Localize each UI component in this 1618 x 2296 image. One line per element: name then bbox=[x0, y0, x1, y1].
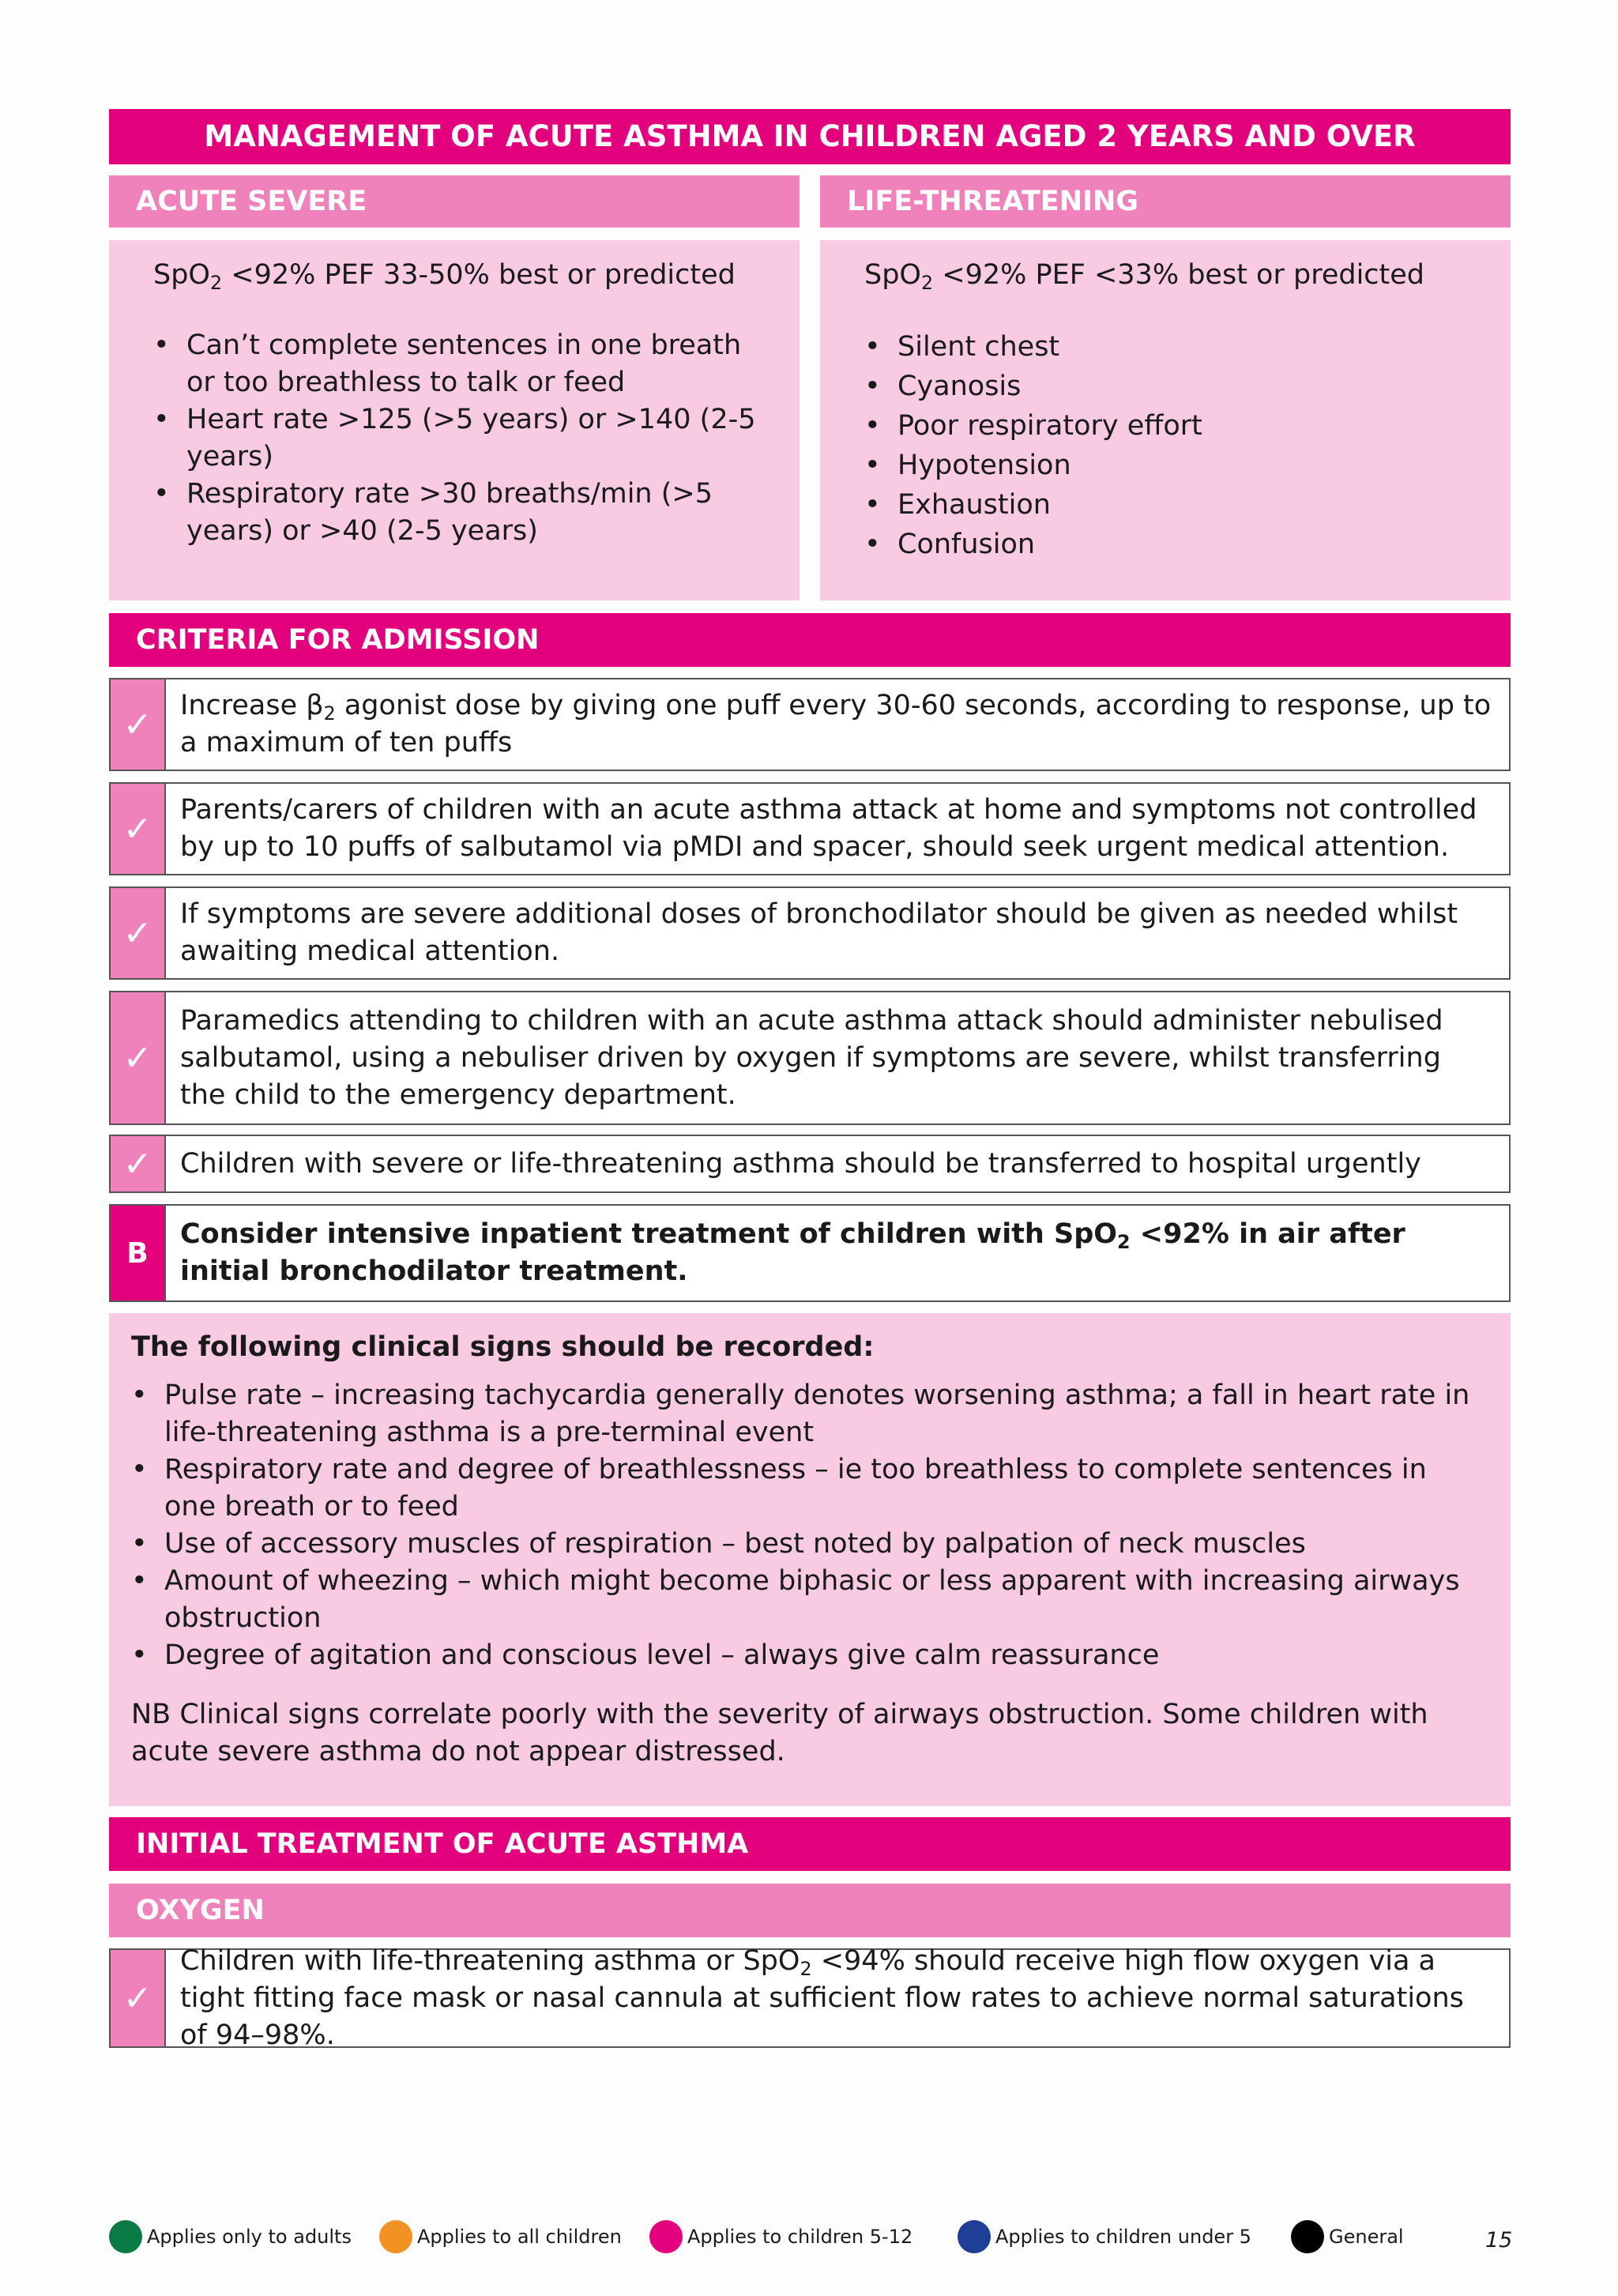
check-icon: ✓ bbox=[111, 784, 166, 874]
legend-item: General bbox=[1291, 2220, 1404, 2253]
recommendation-text: Increase $\beta_2$ agonist dose by giving one puff every 30-60 seconds, according to response, up to a maximum of ten puffs bbox=[180, 690, 1492, 758]
legend-item: Applies only to adults bbox=[109, 2220, 352, 2253]
recommendation-row bbox=[109, 991, 1511, 1125]
recommendation-text: Paramedics attending to children with an acute asthma attack should administer nebulised salbutamol, using a nebuliser driven by oxygen if symptoms are severe, whilst transferring the child to the emergency department. bbox=[180, 1004, 1443, 1111]
life-threatening-heading: LIFE-THREATENING bbox=[820, 175, 1511, 228]
list-item: • Cyanosis bbox=[864, 367, 1479, 406]
list-item: • Hypotension bbox=[864, 446, 1479, 485]
list-item: • Pulse rate – increasing tachycardia generally denotes worsening asthma; a fall in heart rate in life-threatening asthma is a pre-terminal event bbox=[131, 1377, 1485, 1451]
recommendation-text: Children with life-threatening asthma or SpO$_2$ <94% should receive high flow oxygen via a tight fitting face mask or nasal cannula at sufficient flow rates to achieve normal saturations of 94–98%. bbox=[180, 1944, 1464, 2051]
initial-treatment-heading: INITIAL TREATMENT OF ACUTE ASTHMA bbox=[109, 1817, 1511, 1871]
green-dot-icon bbox=[109, 2220, 142, 2253]
life-threatening-box bbox=[820, 240, 1511, 600]
recommendation-row bbox=[109, 678, 1511, 771]
recommendation-row bbox=[109, 782, 1511, 875]
list-item: • Confusion bbox=[864, 525, 1479, 564]
list-item: • Use of accessory muscles of respiration – best noted by palpation of neck muscles bbox=[131, 1526, 1485, 1563]
legend-item: Applies to children under 5 bbox=[958, 2220, 1251, 2253]
check-icon: ✓ bbox=[111, 992, 166, 1124]
recommendation-row bbox=[109, 1135, 1511, 1193]
magenta-dot-icon bbox=[649, 2220, 683, 2253]
clinical-signs-note: NB Clinical signs correlate poorly with the severity of airways obstruction. Some children with acute severe asthma do not appear distressed. bbox=[131, 1699, 1428, 1767]
page-title: MANAGEMENT OF ACUTE ASTHMA IN CHILDREN AGED 2 YEARS AND OVER bbox=[109, 109, 1511, 164]
recommendation-row bbox=[109, 886, 1511, 980]
recommendation-text: Parents/carers of children with an acute asthma attack at home and symptoms not controlled by up to 10 puffs of salbutamol via pMDI and spacer, should seek urgent medical attention. bbox=[180, 794, 1477, 863]
check-icon: ✓ bbox=[111, 1136, 166, 1191]
clinical-signs-title: The following clinical signs should be recorded: bbox=[131, 1331, 875, 1363]
life-threatening-spo: SpO$_2$ <92% PEF <33% best or predicted bbox=[864, 259, 1425, 295]
list-item: • Heart rate >125 (>5 years) or >140 (2-5 years) bbox=[153, 401, 768, 476]
black-dot-icon bbox=[1291, 2220, 1324, 2253]
clinical-signs-box bbox=[109, 1313, 1511, 1806]
recommendation-text: Children with severe or life-threatening asthma should be transferred to hospital urgently bbox=[180, 1147, 1421, 1180]
list-item: • Silent chest bbox=[864, 327, 1479, 367]
orange-dot-icon bbox=[379, 2220, 412, 2253]
clinical-signs-list bbox=[131, 1377, 1493, 1674]
check-icon: ✓ bbox=[111, 1950, 166, 2046]
list-item: • Can’t complete sentences in one breath or too breathless to talk or feed bbox=[153, 327, 768, 401]
blue-dot-icon bbox=[958, 2220, 991, 2253]
recommendation-text: If symptoms are severe additional doses of bronchodilator should be given as needed whilst awaiting medical attention. bbox=[180, 898, 1458, 967]
list-item: • Respiratory rate and degree of breathlessness – ie too breathless to complete sentences in one breath or to feed bbox=[131, 1451, 1485, 1526]
list-item: • Poor respiratory effort bbox=[864, 406, 1479, 446]
oxygen-heading: OXYGEN bbox=[109, 1884, 1511, 1937]
acute-severe-list bbox=[153, 327, 768, 550]
grade-b-badge: B bbox=[111, 1206, 166, 1300]
acute-severe-spo: SpO$_2$ <92% PEF 33-50% best or predicted bbox=[153, 259, 736, 295]
acute-severe-box bbox=[109, 240, 800, 600]
list-item: • Amount of wheezing – which might become biphasic or less apparent with increasing airways obstruction bbox=[131, 1563, 1485, 1637]
life-threatening-list bbox=[864, 327, 1479, 564]
acute-severe-heading: ACUTE SEVERE bbox=[109, 175, 800, 228]
check-icon: ✓ bbox=[111, 679, 166, 770]
recommendation-row bbox=[109, 1204, 1511, 1302]
page-number: 15 bbox=[1485, 2228, 1513, 2253]
check-icon: ✓ bbox=[111, 888, 166, 978]
legend-item: Applies to children 5-12 bbox=[649, 2220, 912, 2253]
list-item: • Respiratory rate >30 breaths/min (>5 years) or >40 (2-5 years) bbox=[153, 476, 768, 550]
recommendation-row bbox=[109, 1944, 1511, 2051]
list-item: • Exhaustion bbox=[864, 485, 1479, 525]
recommendation-text: Consider intensive inpatient treatment of children with SpO$_2$ <92% in air after initial bronchodilator treatment. bbox=[180, 1218, 1405, 1287]
criteria-heading: CRITERIA FOR ADMISSION bbox=[109, 613, 1511, 667]
list-item: • Degree of agitation and conscious level – always give calm reassurance bbox=[131, 1637, 1485, 1674]
legend-item: Applies to all children bbox=[379, 2220, 622, 2253]
